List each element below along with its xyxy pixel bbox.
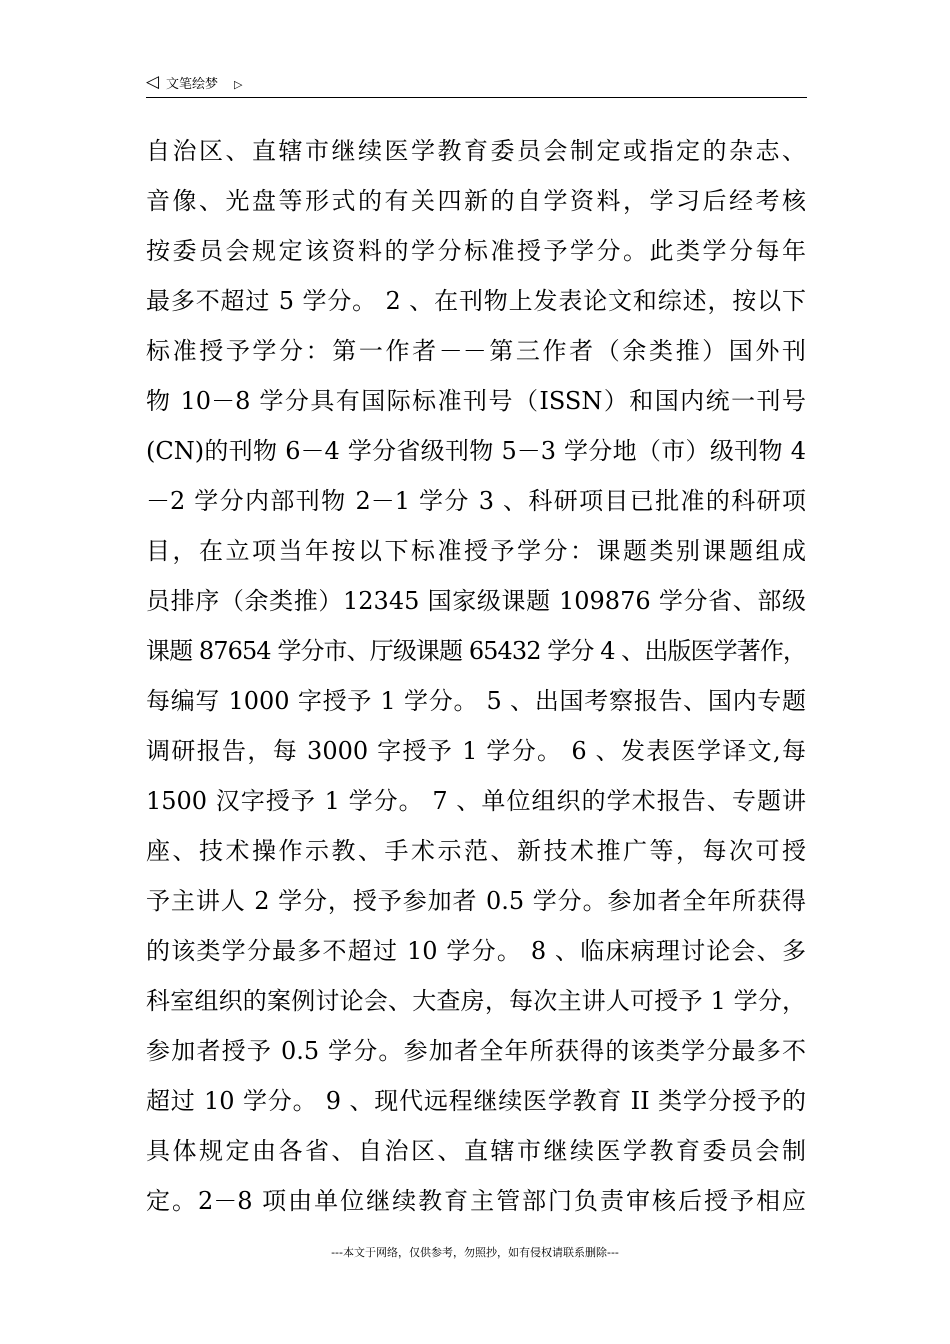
- header-divider: [146, 97, 807, 98]
- body-line: 超过 10 学分。 9 、现代远程继续医学教育 II 类学分授予的: [146, 1087, 806, 1115]
- body-line: 自治区、直辖市继续医学教育委员会制定或指定的杂志、: [146, 137, 806, 165]
- left-triangle-icon: ◁: [146, 72, 160, 92]
- body-line: 最多不超过 5 学分。 2 、在刊物上发表论文和综述，按以下: [146, 287, 806, 315]
- document-body: [146, 126, 806, 1226]
- body-line: 按委员会规定该资料的学分标准授予学分。此类学分每年: [146, 237, 806, 265]
- body-line: 每编写 1000 字授予 1 学分。 5 、出国考察报告、国内专题: [146, 687, 806, 715]
- header-title: 文笔绘梦: [166, 77, 219, 92]
- body-line: 目，在立项当年按以下标准授予学分：课题类别课题组成: [146, 537, 806, 565]
- body-line: 科室组织的案例讨论会、大查房，每次主讲人可授予 1 学分，: [146, 987, 806, 1015]
- body-line: 的该类学分最多不超过 10 学分。 8 、临床病理讨论会、多: [146, 937, 806, 965]
- body-line: 座、技术操作示教、手术示范、新技术推广等，每次可授: [146, 837, 806, 865]
- body-line: 予主讲人 2 学分，授予参加者 0.5 学分。参加者全年所获得: [146, 887, 806, 915]
- body-line: 音像、光盘等形式的有关四新的自学资料，学习后经考核: [146, 187, 806, 215]
- body-line: 具体规定由各省、自治区、直辖市继续医学教育委员会制: [146, 1137, 806, 1165]
- page-footer: ---本文于网络，仅供参考，勿照抄，如有侵权请联系删除---: [331, 1246, 619, 1259]
- body-line: 调研报告，每 3000 字授予 1 学分。 6 、发表医学译文,每: [146, 737, 806, 765]
- body-line: 标准授予学分：第一作者－－第三作者（余类推）国外刊: [146, 337, 806, 365]
- page-header: [146, 72, 806, 98]
- body-line: 员排序（余类推）12345 国家级课题 109876 学分省、部级: [146, 587, 806, 615]
- body-line: 物 10－8 学分具有国际标准刊号（ISSN）和国内统一刊号: [146, 387, 806, 415]
- body-line: (CN)的刊物 6－4 学分省级刊物 5－3 学分地（市）级刊物 4: [146, 437, 806, 465]
- body-line: 1500 汉字授予 1 学分。 7 、单位组织的学术报告、专题讲: [146, 787, 806, 815]
- body-line: 定。2－8 项由单位继续教育主管部门负责审核后授予相应: [146, 1187, 806, 1215]
- body-line: 课题 87654 学分市、厅级课题 65432 学分 4 、出版医学著作，: [146, 637, 806, 665]
- right-triangle-icon: ▷: [234, 78, 243, 91]
- body-line: 参加者授予 0.5 学分。参加者全年所获得的该类学分最多不: [146, 1037, 806, 1065]
- body-line: －2 学分内部刊物 2－1 学分 3 、科研项目已批准的科研项: [146, 487, 806, 515]
